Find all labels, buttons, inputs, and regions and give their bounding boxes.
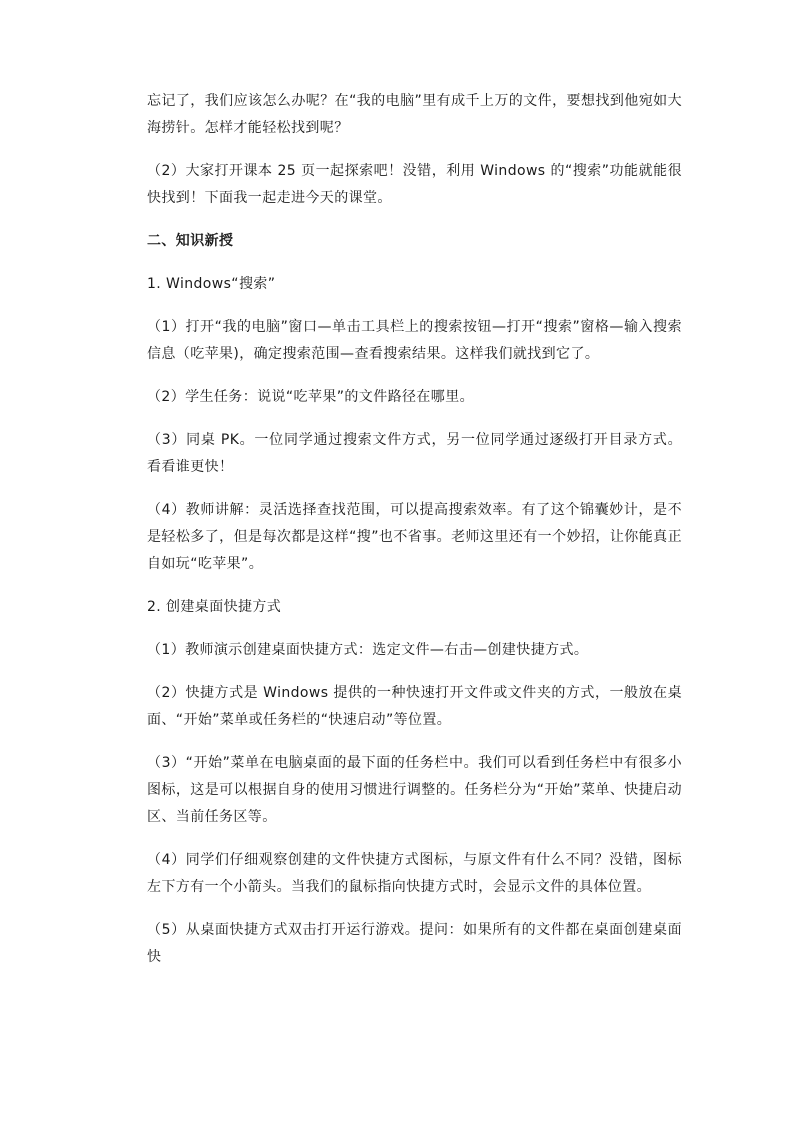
paragraph-observe-icon: （4）同学们仔细观察创建的文件快捷方式图标，与原文件有什么不同？没错，图标左下方有一个小箭头。当我们的鼠标指向快捷方式时，会显示文件的具体位置。 xyxy=(147,852,682,895)
paragraph-teacher-explain: （4）教师讲解：灵活选择查找范围，可以提高搜索效率。有了这个锦囊妙计，是不是轻松多了，但是每次都是这样“搜”也不省事。老师这里还有一个妙招，让你能真正自如玩“吃苹果”。 xyxy=(147,502,682,572)
paragraph-shortcut-definition: （2）快捷方式是 Windows 提供的一种快速打开文件或文件夹的方式，一般放在桌面、“开始”菜单或任务栏的“快速启动”等位置。 xyxy=(147,685,682,728)
section-heading-new-knowledge: 二、知识新授 xyxy=(147,233,234,249)
paragraph-teacher-demo: （1）教师演示创建桌面快捷方式：选定文件—右击—创建快捷方式。 xyxy=(147,642,589,658)
paragraph-search-steps: （1）打开“我的电脑”窗口—单击工具栏上的搜索按钮—打开“搜索”窗格—输入搜索信息（吃苹果)，确定搜索范围—查看搜索结果。这样我们就找到它了。 xyxy=(147,319,682,362)
document-page xyxy=(147,88,682,987)
paragraph-run-game: （5）从桌面快捷方式双击打开运行游戏。提问：如果所有的文件都在桌面创建桌面快 xyxy=(147,922,682,965)
paragraph-intro-continuation: 忘记了，我们应该怎么办呢？在“我的电脑”里有成千上万的文件，要想找到他宛如大海捞针。怎样才能轻松找到呢？ xyxy=(147,93,682,136)
paragraph-desk-pk: （3）同桌 PK。一位同学通过搜索文件方式，另一位同学通过逐级打开目录方式。看看谁更快！ xyxy=(147,432,682,475)
subheading-windows-search: 1. Windows“搜索” xyxy=(147,276,276,292)
paragraph-start-menu: （3）“开始”菜单在电脑桌面的最下面的任务栏中。我们可以看到任务栏中有很多小图标，这是可以根据自身的使用习惯进行调整的。任务栏分为“开始”菜单、快捷启动区、当前任务区等。 xyxy=(147,755,682,825)
paragraph-student-task: （2）学生任务：说说“吃苹果”的文件路径在哪里。 xyxy=(147,389,475,405)
subheading-desktop-shortcut: 2. 创建桌面快捷方式 xyxy=(147,599,282,615)
paragraph-textbook-explore: （2）大家打开课本 25 页一起探索吧！没错，利用 Windows 的“搜索”功能就能很快找到！下面我一起走进今天的课堂。 xyxy=(147,163,682,206)
